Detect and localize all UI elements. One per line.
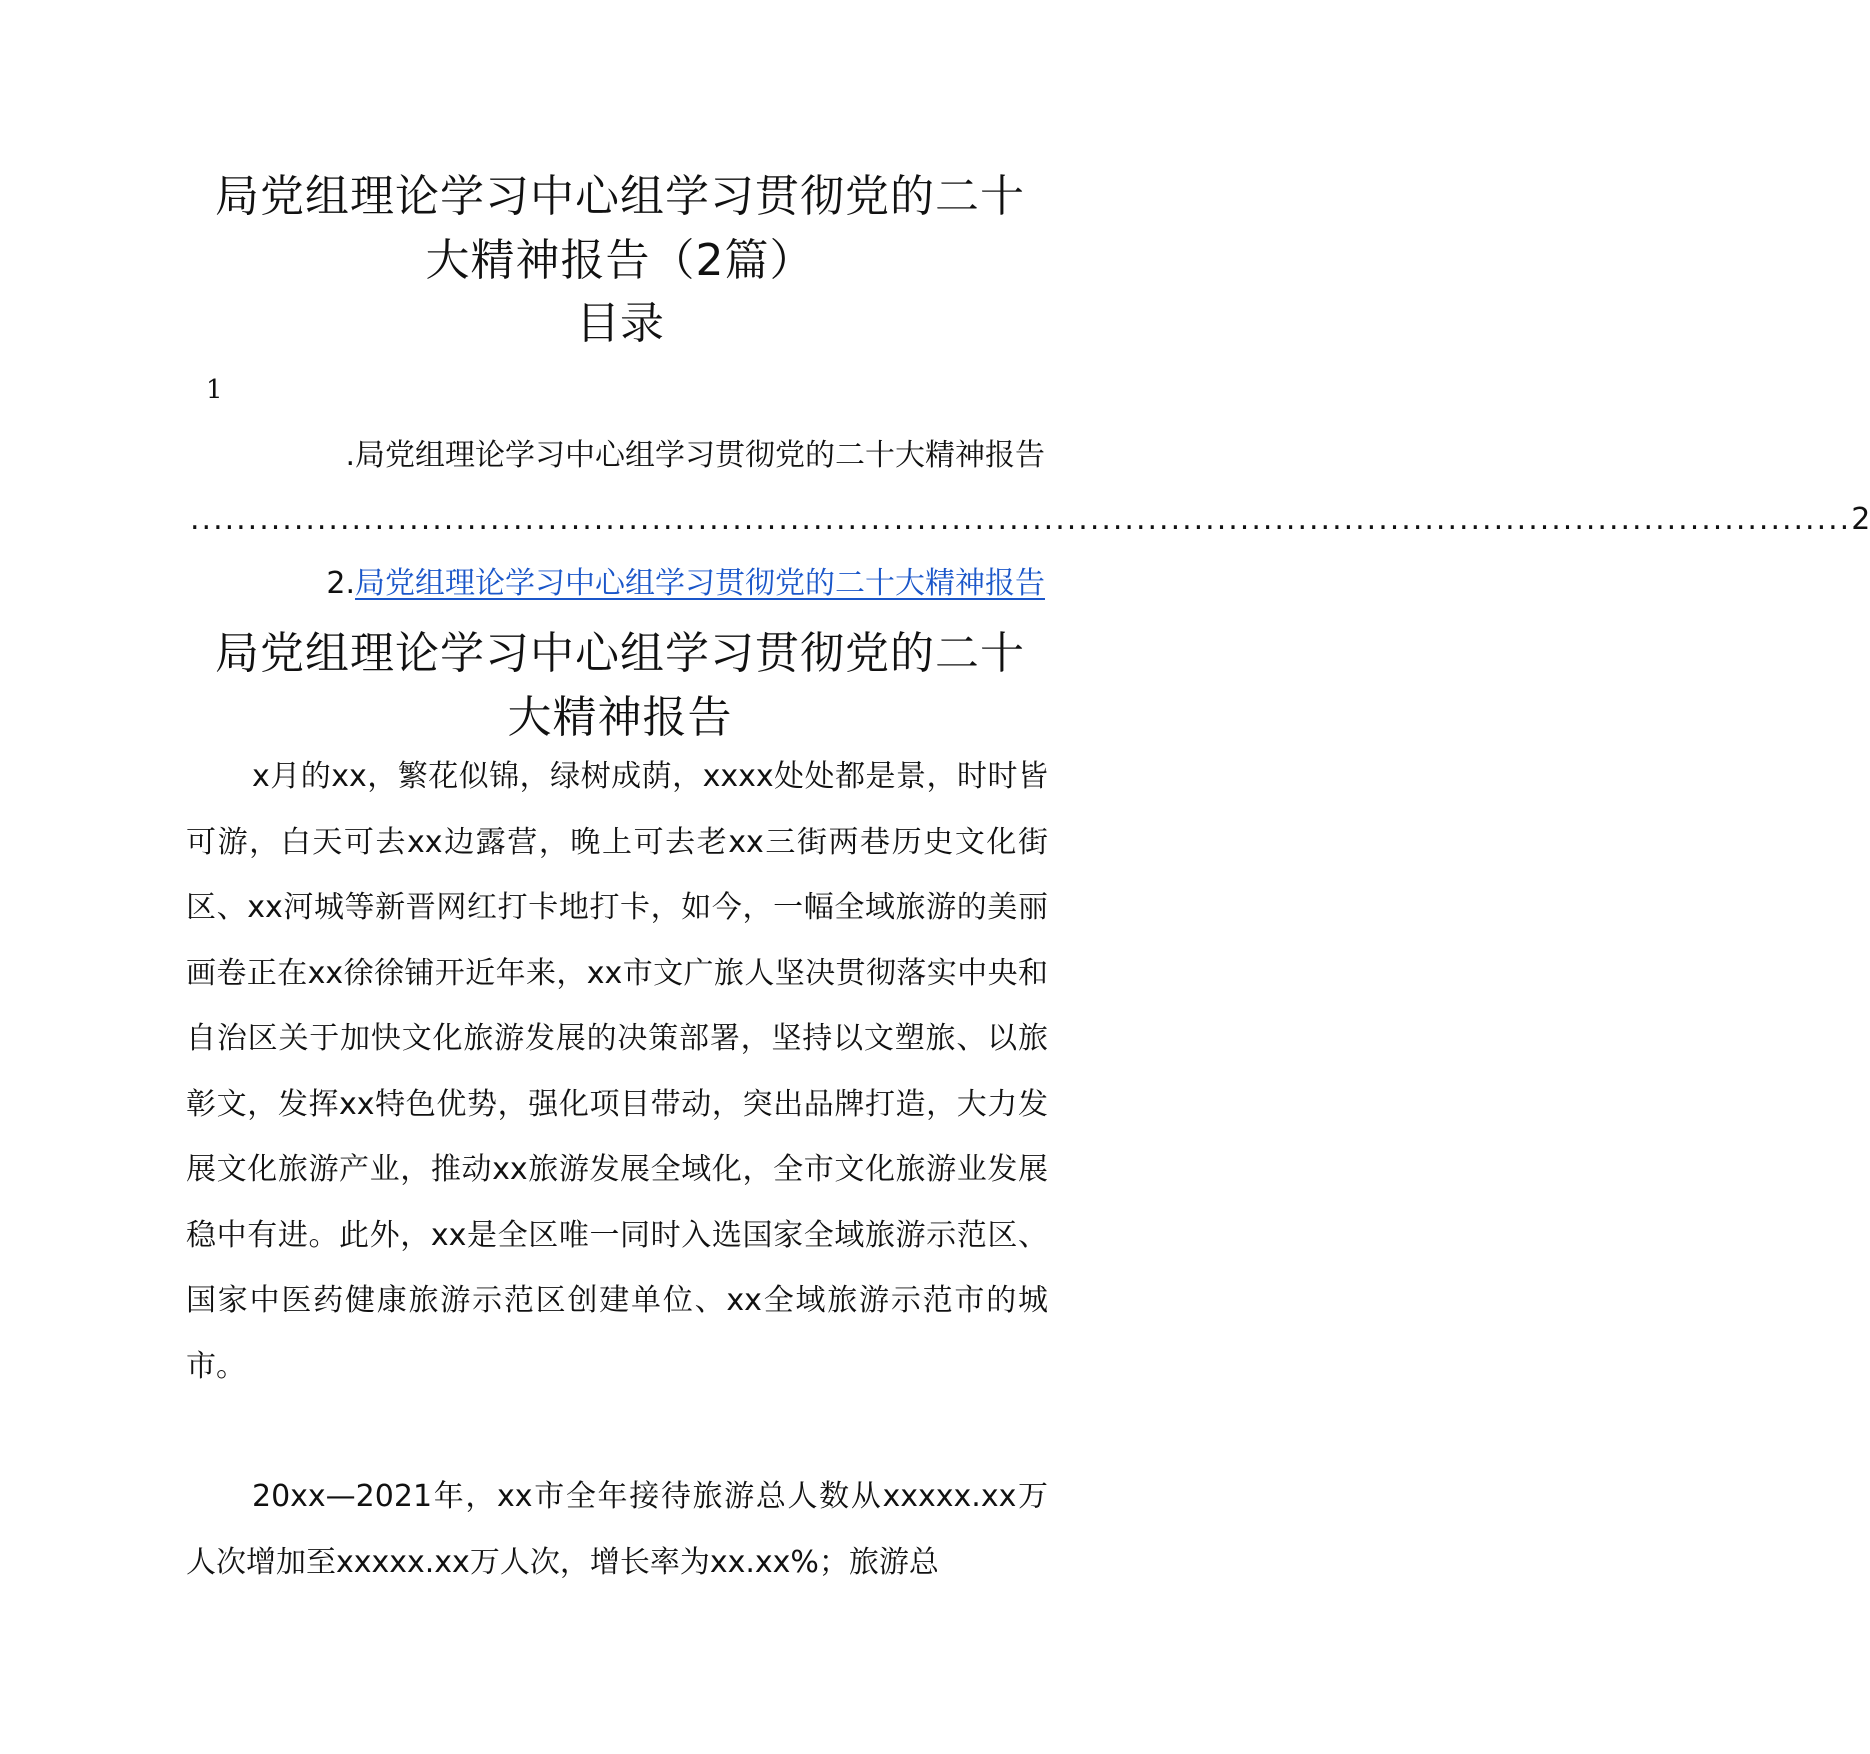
document-title-line-2: 大精神报告（2篇） [425,235,815,286]
section-title [150,622,1090,750]
toc-item-2-number: 2. [326,566,355,601]
document-title [150,165,1090,293]
document-title-line-1: 局党组理论学习中心组学习贯彻党的二十 [215,171,1025,222]
toc-item-1-number: 1 [206,375,223,405]
toc-heading: 目录 [576,298,664,349]
toc-item-1-page-number: 2 [1851,502,1870,537]
body-paragraph: x月的xx，繁花似锦，绿树成荫，xxxx处处都是景，时时皆可游，白天可去xx边露营，晚上可去老xx三街两巷历史文化街区、xx河城等新晋网红打卡地打卡，如今，一幅全域旅游的美丽画卷正在xx徐徐铺开近年来，xx市文广旅人坚决贯彻落实中央和自治区关于加快文化旅游发展的决策部署，坚持以文塑旅、以旅彰文，发挥xx特色优势，强化项目带动，突出品牌打造，大力发展文化旅游产业，推动xx旅游发展全域化，全市文化旅游业发展稳中有进。此外，xx是全区唯一同时入选国家全域旅游示范区、国家中医药健康旅游示范区创建单位、xx全域旅游示范市的城市。 [186,759,1048,1384]
toc-item-1-text[interactable]: .局党组理论学习中心组学习贯彻党的二十大精神报告 [345,438,1045,473]
toc-dot-leader: ................................................................................................................................................ [190,502,1852,537]
toc-item-2 [190,562,1045,606]
toc-item-1-leader-row [190,498,1870,542]
body-paragraph: 20xx—2021年，xx市全年接待旅游总人数从xxxxx.xx万人次增加至xxxxx.xx万人次，增长率为xx.xx%；旅游总 [186,1479,1048,1580]
toc-item-2-link[interactable]: 局党组理论学习中心组学习贯彻党的二十大精神报告 [355,566,1045,601]
section-title-line-1: 局党组理论学习中心组学习贯彻党的二十 [215,628,1025,679]
section-title-line-2: 大精神报告 [507,692,733,743]
